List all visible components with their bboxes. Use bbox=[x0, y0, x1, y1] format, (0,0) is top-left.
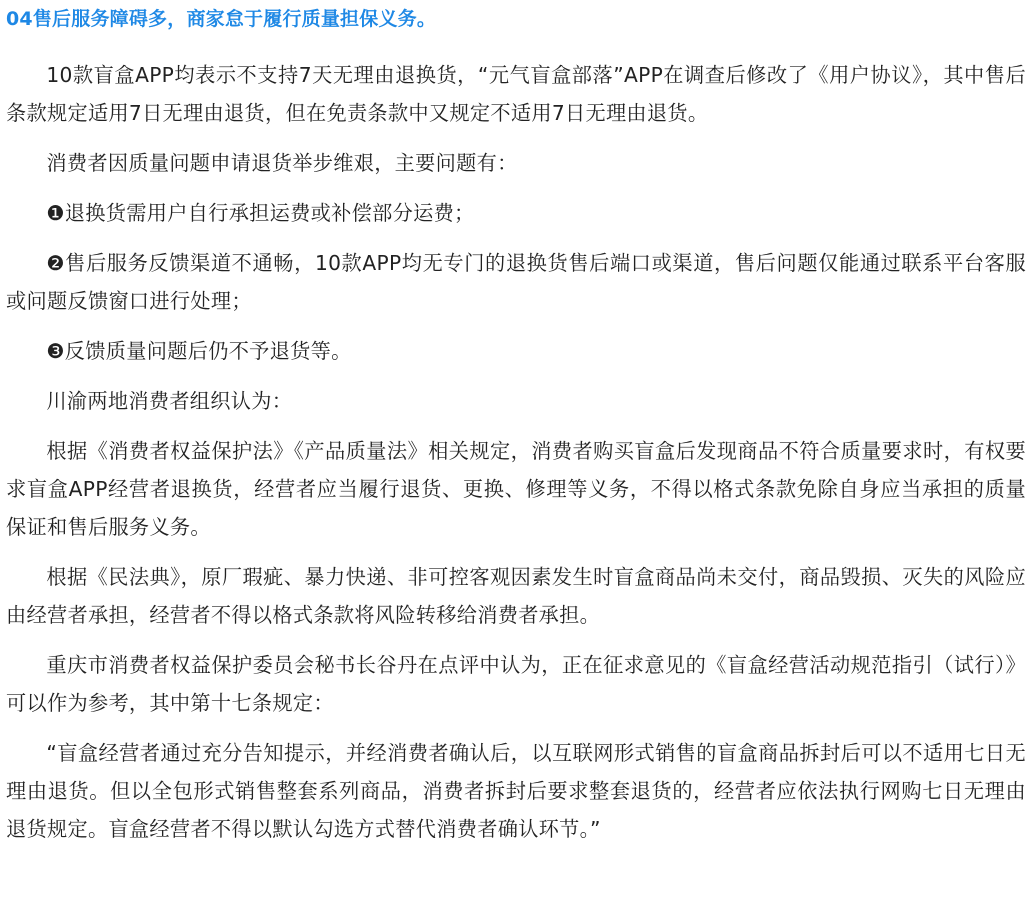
section-heading: 04售后服务障碍多，商家怠于履行质量担保义务。 bbox=[6, 8, 437, 30]
paragraph-organizations-view: 川渝两地消费者组织认为： bbox=[46, 389, 293, 413]
list-item-feedback-channel: ❷售后服务反馈渠道不通畅，10款APP均无专门的退换货售后端口或渠道，售后问题仅能通过联系平台客服或问题反馈窗口进行处理； bbox=[6, 251, 1026, 313]
paragraph-civil-code: 根据《民法典》，原厂瑕疵、暴力快递、非可控客观因素发生时盲盒商品尚未交付，商品毁损、灭失的风险应由经营者承担，经营者不得以格式条款将风险转移给消费者承担。 bbox=[6, 565, 1026, 627]
paragraph-consumer-law: 根据《消费者权益保护法》《产品质量法》相关规定，消费者购买盲盒后发现商品不符合质量要求时，有权要求盲盒APP经营者退换货，经营者应当履行退货、更换、修理等义务，不得以格式条款免除自身应当承担的质量保证和售后服务义务。 bbox=[6, 439, 1026, 539]
paragraph-quality-issues-intro: 消费者因质量问题申请退货举步维艰，主要问题有： bbox=[46, 151, 518, 175]
paragraph-app-return-policy: 10款盲盒APP均表示不支持7天无理由退换货，“元气盲盒部落”APP在调查后修改了《用户协议》，其中售后条款规定适用7日无理由退货，但在免责条款中又规定不适用7日无理由退货。 bbox=[6, 63, 1026, 125]
paragraph-article-17-quote: “盲盒经营者通过充分告知提示，并经消费者确认后，以互联网形式销售的盲盒商品拆封后可以不适用七日无理由退货。但以全包形式销售整套系列商品，消费者拆封后要求整套退货的，经营者应依法执行网购七日无理由退货规定。盲盒经营者不得以默认勾选方式替代消费者确认环节。” bbox=[6, 741, 1026, 841]
paragraph-official-comment: 重庆市消费者权益保护委员会秘书长谷丹在点评中认为，正在征求意见的《盲盒经营活动规范指引（试行）》可以作为参考，其中第十七条规定： bbox=[6, 653, 1026, 715]
list-item-shipping-cost: ❶退换货需用户自行承担运费或补偿部分运费； bbox=[46, 201, 475, 225]
list-item-no-refund: ❸反馈质量问题后仍不予退货等。 bbox=[46, 339, 352, 363]
